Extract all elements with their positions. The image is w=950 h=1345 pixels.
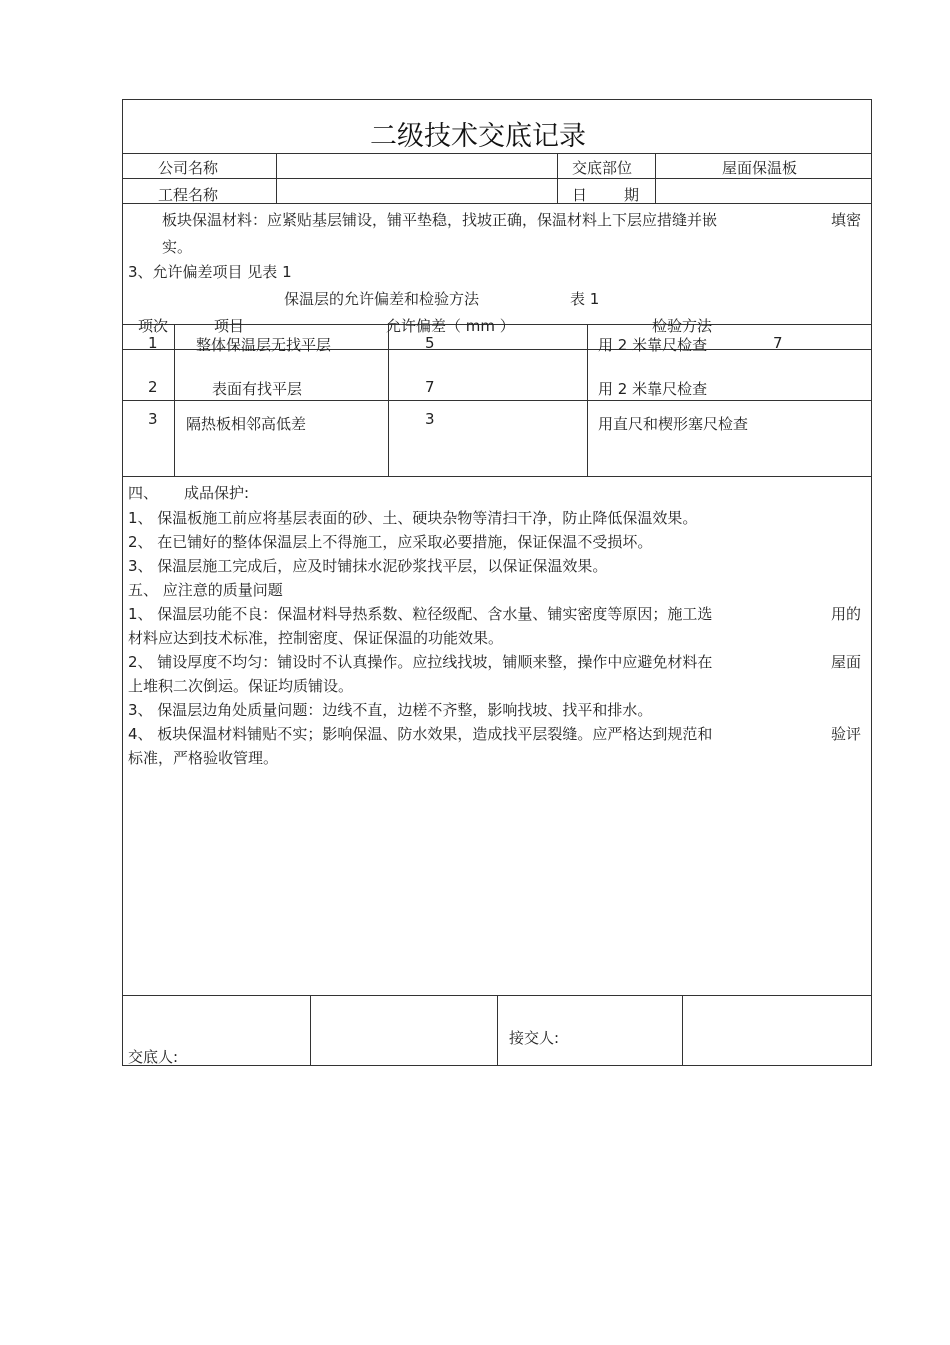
section-4-heading: 成品保护: — [184, 484, 250, 502]
section-5-item-4-line-2: 标准，严格验收管理。 — [128, 749, 279, 767]
section-5-item-3: 3、 保温层边角处质量问题：边线不直，边槎不齐整，影响找坡、找平和排水。 — [128, 701, 653, 719]
table-header-item: 项目 — [214, 317, 245, 335]
row-1-no: 1 — [148, 334, 158, 352]
section-4-number: 四、 — [128, 484, 159, 502]
table-vline-2 — [388, 324, 389, 476]
table-line-4 — [122, 476, 872, 477]
table-vline-1 — [174, 324, 175, 476]
section-5-heading: 五、 应注意的质量问题 — [128, 581, 283, 599]
header-line-1 — [122, 153, 872, 154]
row-2-item: 表面有找平层 — [212, 380, 303, 398]
location-label: 交底部位 — [572, 159, 633, 177]
frame-right — [871, 99, 872, 1066]
section-4-item-3: 3、 保温层施工完成后，应及时铺抹水泥砂浆找平层，以保证保温效果。 — [128, 557, 608, 575]
frame-bottom — [122, 1065, 872, 1066]
location-field[interactable]: 屋面保温板 — [722, 159, 798, 177]
receiver-label: 接交人: — [509, 1029, 560, 1047]
material-paragraph-line-2: 实。 — [162, 238, 193, 256]
date-label-day: 日 — [572, 186, 588, 204]
row-2-method: 用 2 米靠尺检查 — [598, 380, 708, 398]
company-label: 公司名称 — [158, 159, 219, 177]
table-vline-3 — [587, 324, 588, 476]
header-vline-3 — [655, 153, 656, 203]
section-5-item-4-line-1: 4、 板块保温材料铺贴不实；影响保温、防水效果，造成找平层裂缝。应严格达到规范和 — [128, 725, 713, 743]
project-label: 工程名称 — [158, 186, 219, 204]
header-vline-2 — [557, 153, 558, 203]
row-1-tolerance: 5 — [425, 334, 435, 352]
table-header-method: 检验方法 — [652, 317, 713, 335]
section-4-item-2: 2、 在已铺好的整体保温层上不得施工，应采取必要措施，保证保温不受损坏。 — [128, 533, 653, 551]
footer-vline-2 — [497, 995, 498, 1065]
table-header-tolerance: 允许偏差（ mm ） — [386, 317, 515, 335]
material-paragraph-line-1: 板块保温材料：应紧贴基层铺设，铺平垫稳，找坡正确，保温材料上下层应措缝并嵌 — [162, 211, 718, 229]
section-4-item-1: 1、 保温板施工前应将基层表面的砂、土、硬块杂物等清扫干净，防止降低保温效果。 — [128, 509, 698, 527]
row-2-tolerance: 7 — [425, 378, 435, 396]
section-5-item-1-line-1-end: 用的 — [831, 605, 862, 623]
header-line-2 — [122, 178, 872, 179]
section-5-item-1-line-1: 1、 保温层功能不良：保温材料导热系数、粒径级配、含水量、铺实密度等原因；施工选 — [128, 605, 713, 623]
row-1-method: 用 2 米靠尺检查 — [598, 336, 708, 354]
giver-label: 交底人: — [128, 1048, 179, 1066]
row-2-no: 2 — [148, 378, 158, 396]
footer-vline-3 — [682, 995, 683, 1065]
table-caption: 保温层的允许偏差和检验方法 — [284, 290, 480, 308]
frame-left — [122, 99, 123, 1066]
date-label-period: 期 — [624, 186, 640, 204]
page-title: 二级技术交底记录 — [370, 121, 586, 152]
footer-vline-1 — [310, 995, 311, 1065]
row-3-tolerance: 3 — [425, 410, 435, 428]
row-3-no: 3 — [148, 410, 158, 428]
table-line-3 — [122, 400, 872, 401]
section-5-item-4-line-1-end: 验评 — [831, 725, 862, 743]
section-3-heading: 3、允许偏差项目 见表 1 — [128, 263, 292, 281]
material-paragraph-line-1-end: 填密 — [831, 211, 862, 229]
header-line-3 — [122, 203, 872, 204]
row-3-method: 用直尺和楔形塞尺检查 — [598, 415, 749, 433]
frame-top — [122, 99, 872, 100]
table-header-no: 项次 — [138, 317, 169, 335]
section-5-item-2-line-1: 2、 铺设厚度不均匀：铺设时不认真操作。应拉线找坡，铺顺来整，操作中应避免材料在 — [128, 653, 713, 671]
section-5-item-2-line-2: 上堆积二次倒运。保证均质铺设。 — [128, 677, 354, 695]
header-vline-1 — [276, 153, 277, 203]
row-1-extra: 7 — [773, 334, 783, 352]
section-5-item-2-line-1-end: 屋面 — [831, 653, 862, 671]
table-number: 表 1 — [570, 290, 600, 308]
section-5-item-1-line-2: 材料应达到技术标准，控制密度、保证保温的功能效果。 — [128, 629, 504, 647]
row-1-item: 整体保温层无找平层 — [196, 336, 332, 354]
row-3-item: 隔热板相邻高低差 — [186, 415, 307, 433]
